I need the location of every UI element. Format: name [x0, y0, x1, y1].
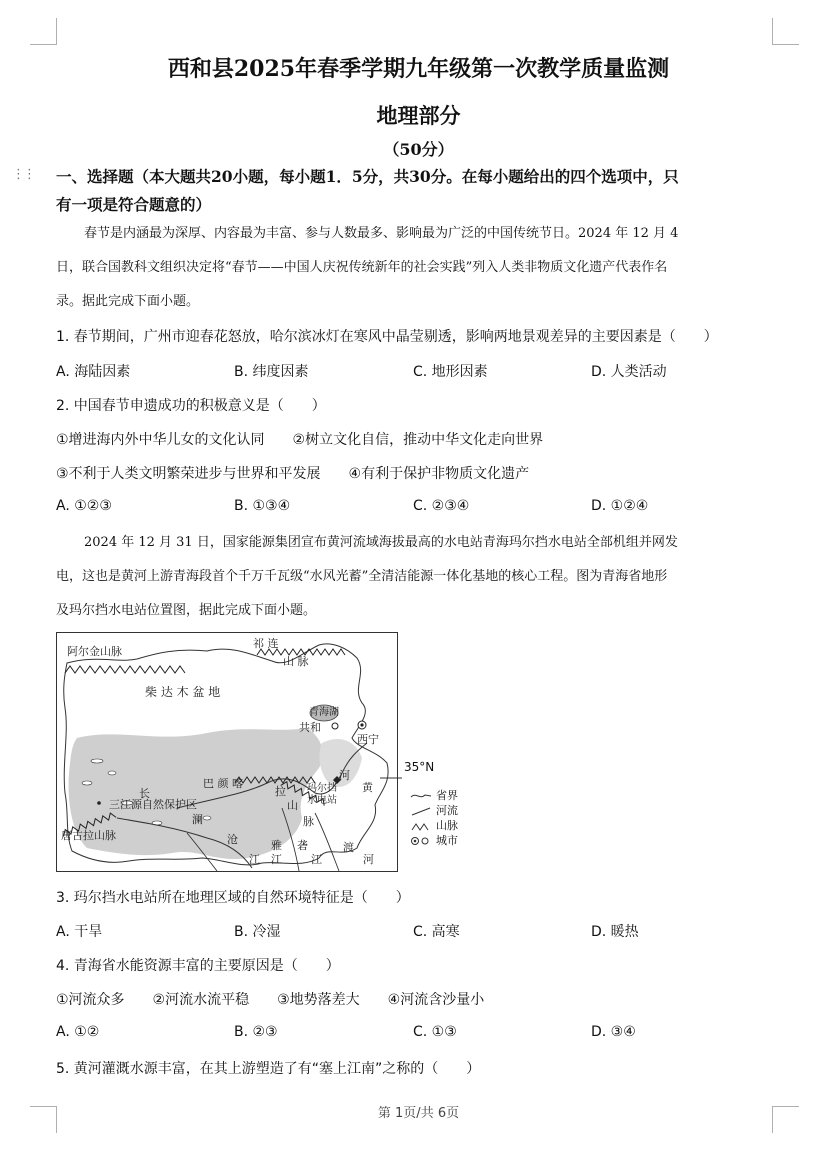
- label-lancang: 江: [249, 853, 260, 866]
- question-2-options: [56, 498, 776, 520]
- label-lancang: 澜: [192, 813, 203, 826]
- label-bayan-har: 拉: [275, 785, 286, 798]
- label-aerjin-mountains: 阿尔金山脉: [67, 645, 122, 658]
- label-qinghai-lake: 青海湖: [309, 707, 339, 718]
- option-b[interactable]: B. 冷湿: [234, 924, 281, 940]
- question-3-options: [56, 921, 776, 943]
- label-qilian: 祁 连: [253, 637, 279, 650]
- label-yalong: 砻: [297, 839, 308, 852]
- label-yangtze: 长: [139, 787, 150, 800]
- mountain-icon: [410, 821, 432, 831]
- option-a[interactable]: A. 干旱: [56, 924, 103, 940]
- passage-spring-festival: [56, 217, 776, 319]
- river-icon: [410, 806, 432, 816]
- legend-city: 城市: [436, 834, 458, 847]
- option-d[interactable]: D. ③④: [591, 1024, 636, 1040]
- passage-line: 2024 年 12 月 31 日，国家能源集团宣布黄河流域海拔最高的水电站青海玛尔挡水电站全部机组并网发: [84, 535, 678, 550]
- option-a[interactable]: A. ①②③: [56, 498, 112, 514]
- label-maerdang: 水电站: [307, 795, 337, 806]
- option-d[interactable]: D. 人类活动: [591, 364, 667, 380]
- passage-line: 春节是内涵最为深厚、内容最为丰富、参与人数最多、影响最为广泛的中国传统节日。2024 年 12 月 4: [84, 226, 679, 241]
- label-maerdang: 玛尔挡: [307, 783, 337, 794]
- label-yellow-river: 河: [339, 769, 350, 782]
- section-heading-line: 有一项是符合题意的）: [56, 195, 212, 214]
- question-1-stem: 1. 春节期间，广州市迎春花怒放，哈尔滨冰灯在寒风中晶莹剔透，影响两地景观差异的主要因素是（ ）: [56, 329, 718, 345]
- label-yellow-river: 黄: [362, 781, 373, 794]
- passage-hydropower: [56, 526, 776, 628]
- label-yalong: 江: [271, 853, 282, 866]
- border-icon: [410, 791, 432, 801]
- exam-title: 西和县2025年春季学期九年级第一次教学质量监测: [167, 56, 670, 82]
- label-qaidam-basin: 柴 达 木 盆 地: [145, 685, 221, 699]
- legend-mountain: 山脉: [436, 819, 458, 832]
- total-score: （50分）: [383, 140, 454, 159]
- latitude-label: 35°N: [404, 760, 435, 774]
- question-4-statements: ①河流众多 ②河流水流平稳 ③地势落差大 ④河流含沙量小: [56, 992, 485, 1008]
- label-bayan-har: 脉: [303, 815, 314, 828]
- question-1-options: [56, 361, 776, 383]
- option-c[interactable]: C. ②③④: [413, 498, 470, 514]
- crop-mark-top-right: [772, 18, 799, 45]
- question-2-statements: ①增进海内外中华儿女的文化认同 ②树立文化自信，推动中华文化走向世界: [56, 432, 544, 448]
- passage-line: 录。据此完成下面小题。: [56, 294, 200, 309]
- option-a[interactable]: A. 海陆因素: [56, 364, 131, 380]
- latitude-tick: [380, 776, 404, 780]
- label-sanjiangyuan: 三江源自然保护区: [109, 798, 197, 811]
- exam-subtitle: 地理部分: [376, 103, 461, 128]
- label-gonghe: 共和: [299, 721, 321, 734]
- map-legend: [410, 788, 458, 848]
- option-b[interactable]: B. ①③④: [234, 498, 291, 514]
- drag-handle-icon[interactable]: ⋮⋮: [12, 167, 34, 182]
- question-4-stem: 4. 青海省水能资源丰富的主要原因是（ ）: [56, 958, 340, 974]
- label-yalong: 雅: [271, 839, 282, 852]
- option-d[interactable]: D. 暖热: [591, 924, 639, 940]
- passage-line: 日，联合国教科文组织决定将“春节——中国人庆祝传统新年的社会实践”列入人类非物质文化遗产代表作名: [56, 260, 668, 275]
- label-dadu: 河: [363, 853, 374, 866]
- question-3-stem: 3. 玛尔挡水电站所在地理区域的自然环境特征是（ ）: [56, 890, 410, 906]
- section-heading-line: 一、选择题（本大题共20小题，每小题1．5分，共30分。在每小题给出的四个选项中，只: [56, 167, 679, 186]
- question-2-statements: ③不利于人类文明繁荣进步与世界和平发展 ④有利于保护非物质文化遗产: [56, 466, 530, 482]
- legend-border: 省界: [436, 789, 458, 802]
- label-dadu: 渡: [343, 841, 354, 854]
- option-b[interactable]: B. ②③: [234, 1024, 278, 1040]
- section-heading: [56, 163, 778, 219]
- option-c[interactable]: C. 地形因素: [413, 364, 488, 380]
- option-c[interactable]: C. 高寒: [413, 924, 460, 940]
- question-4-options: [56, 1024, 776, 1046]
- label-xining: 西宁: [357, 733, 379, 746]
- crop-mark-top-left: [30, 18, 57, 45]
- option-c[interactable]: C. ①③: [413, 1024, 457, 1040]
- question-2-stem: 2. 中国春节申遗成功的积极意义是（ ）: [56, 398, 326, 414]
- option-d[interactable]: D. ①②④: [591, 498, 649, 514]
- qinghai-map: [56, 632, 398, 872]
- option-a[interactable]: A. ①②: [56, 1024, 100, 1040]
- label-bayan-har: 巴 颜 喀: [203, 777, 243, 790]
- label-qilian: 山 脉: [283, 655, 309, 668]
- label-tanggula: 唐古拉山脉: [61, 829, 116, 842]
- page-number: 第 1页/共 6页: [377, 1106, 460, 1121]
- option-b[interactable]: B. 纬度因素: [234, 364, 309, 380]
- city-icon: [410, 836, 432, 846]
- label-dadu: 江: [311, 853, 322, 866]
- passage-line: 电，这也是黄河上游青海段首个千万千瓦级“水风光蓄”全清洁能源一体化基地的核心工程。图为青海省地形: [56, 569, 668, 584]
- passage-line: 及玛尔挡水电站位置图，据此完成下面小题。: [56, 603, 317, 618]
- legend-river: 河流: [436, 804, 458, 817]
- label-lancang: 沧: [227, 833, 238, 846]
- question-5-stem: 5. 黄河灌溉水源丰富，在其上游塑造了有“塞上江南”之称的（ ）: [56, 1061, 481, 1077]
- label-bayan-har: 山: [287, 799, 298, 812]
